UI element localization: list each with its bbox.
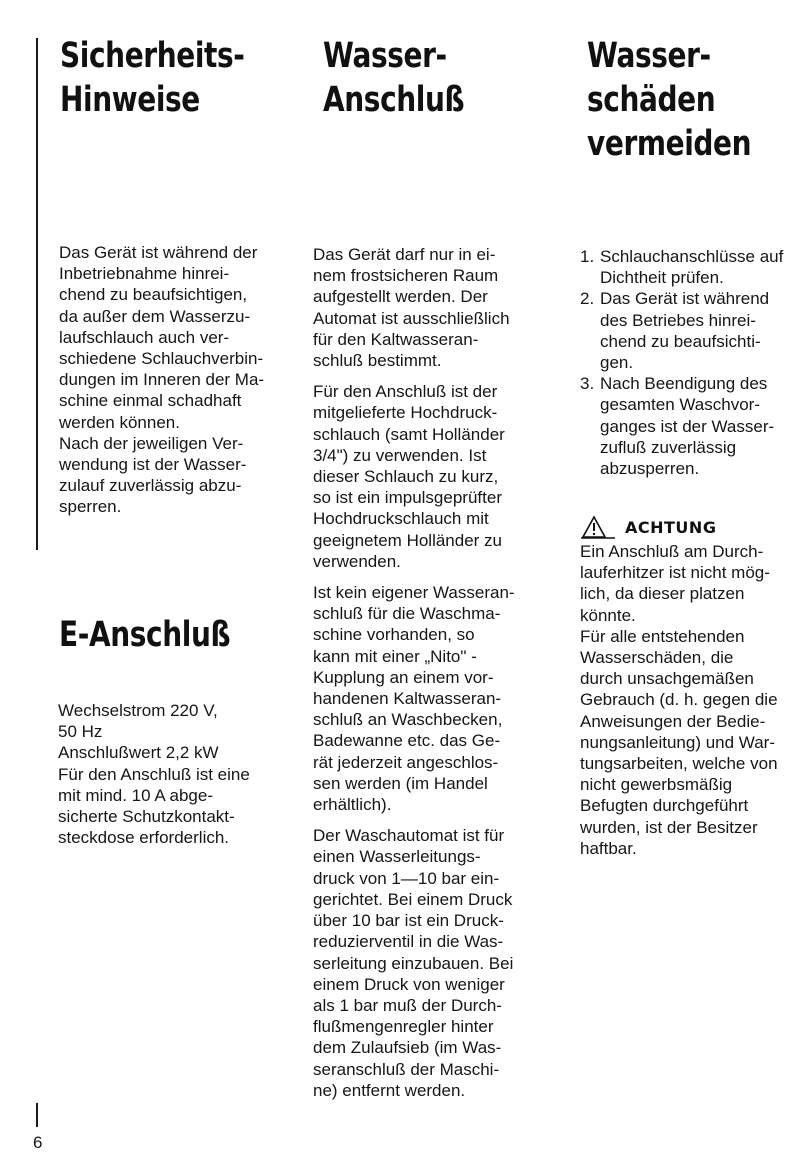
list-item-line: zufluß zuverlässig [600,437,737,457]
water-connection-line: dieser Schlauch zu kurz, [313,467,499,487]
safety-text-line: schine einmal schadhaft [59,391,242,411]
water-connection-line: so ist ein impulsgeprüfter [313,488,502,508]
water-damage-heading-line: vermeiden [587,124,752,164]
water-connection-line: einem Druck von weniger [313,974,505,994]
safety-text-line: Nach der jeweiligen Ver- [59,433,244,453]
list-item-line: gesamten Waschvor- [600,395,760,415]
list-item-number: 2. [580,289,595,309]
water-connection-line: geeignetem Holländer zu [313,530,503,550]
list-item-line: Das Gerät ist während [600,289,770,309]
electric-text-line: Wechselstrom 220 V, [58,701,218,720]
safety-heading-line: Hinweise [60,80,200,120]
water-connection-text [313,244,515,1101]
warning-text-line: Befugten durchgeführt [580,796,749,816]
water-connection-line: kann mit einer „Nito" - [313,646,477,666]
list-item [580,246,783,288]
water-connection-line: aufgestellt werden. Der [313,287,488,307]
water-connection-line: für den Kaltwasseran- [313,329,479,349]
water-connection-line: als 1 bar muß der Durch- [313,995,502,1015]
warning-text-line: lich, da dieser platzen [580,584,745,604]
safety-heading [60,34,244,122]
electric-heading-line: E-Anschluß [59,615,231,655]
water-connection-line: druck von 1—10 bar ein- [313,868,500,888]
list-item-line: des Betriebes hinrei- [600,310,756,330]
electric-text-line: Für den Anschluß ist eine [58,764,250,784]
electric-text [58,700,250,848]
water-connection-line: schine vorhanden, so [313,625,475,645]
warning-text-line: nungsanleitung) und War- [580,732,775,752]
water-connection-line: reduzierventil in die Was- [313,932,504,952]
water-connection-line: serleitung einzubauen. Bei [313,953,514,973]
water-connection-line: handenen Kaltwasseran- [313,689,502,709]
paragraph-gap [313,815,515,825]
water-connection-line: schluß für die Waschma- [313,604,501,624]
water-connection-line: gerichtet. Bei einem Druck [313,889,513,909]
water-connection-line: Für den Anschluß ist der [313,382,498,402]
water-connection-heading [323,34,464,122]
safety-text-line: laufschlauch auch ver- [59,327,230,347]
water-connection-line: Hochdruckschlauch mit [313,509,489,529]
water-damage-heading [587,34,751,166]
warning-text-line: wurden, ist der Besitzer [580,817,758,837]
water-connection-line: Badewanne etc. das Ge- [313,731,501,751]
water-connection-line: schlauch (samt Holländer [313,424,505,444]
list-item-line: ganges ist der Wasser- [600,416,775,436]
water-connection-heading-line: Wasser- [323,36,447,76]
safety-text-line: Inbetriebnahme hinrei- [59,264,230,284]
paragraph-gap [313,371,515,381]
water-connection-line: Kupplung an einem vor- [313,667,494,687]
safety-text-line: wendung ist der Wasser- [59,455,247,475]
warning-text-line: nicht gewerbsmäßig [580,775,733,795]
water-connection-heading-line: Anschluß [323,80,465,120]
margin-rule-top [36,38,38,550]
safety-text-line: zulauf zuverlässig abzu- [59,476,242,496]
warning-text-line: Wasserschäden, die [580,648,734,668]
water-connection-line: mitgelieferte Hochdruck- [313,403,498,423]
warning-label: ACHTUNG [625,518,717,537]
warning-text-line: tungsarbeiten, welche von [580,754,778,774]
safety-heading-line: Sicherheits- [60,36,245,76]
list-item-line: Dichtheit prüfen. [600,268,724,288]
warning-text-line: durch unsachgemäßen [580,669,754,689]
warning-text-line: könnte. [580,605,636,625]
water-connection-line: 3/4") zu verwenden. Ist [313,445,487,465]
warning-text-line: haftbar. [580,838,637,858]
warning-text-line: lauferhitzer ist nicht mög- [580,563,770,583]
water-connection-line: Ist kein eigener Wasseran- [313,583,515,603]
safety-text-line: dungen im Inneren der Ma- [59,370,265,390]
water-connection-line: seranschluß der Maschi- [313,1059,500,1079]
water-damage-heading-line: schäden [587,80,716,120]
page-number: 6 [33,1133,43,1152]
water-connection-line: schluß an Waschbecken, [313,710,503,730]
warning-text-line: Für alle entstehenden [580,626,745,646]
water-connection-line: Der Waschautomat ist für [313,826,505,846]
safety-text-line: sperren. [59,497,122,517]
list-item-line: chend zu beaufsichti- [600,331,761,351]
warning-text-line: Gebrauch (d. h. gegen die [580,690,778,710]
warning-text-line: Anweisungen der Bedie- [580,711,766,731]
water-connection-line: schluß bestimmt. [313,351,442,371]
water-connection-line: über 10 bar ist ein Druck- [313,911,504,931]
safety-text-line: Das Gerät ist während der [59,243,258,262]
safety-text-line: schiedene Schlauchverbin- [59,349,264,369]
list-item-number: 3. [580,374,595,394]
list-item-line: Nach Beendigung des [600,374,768,394]
warning-triangle-icon [581,515,615,539]
electric-text-line: Anschlußwert 2,2 kW [58,743,219,763]
safety-text-line: chend zu beaufsichtigen, [59,285,248,305]
paragraph-gap [313,572,515,582]
margin-rule-bottom [36,1103,38,1127]
water-connection-line: nem frostsicheren Raum [313,266,499,286]
water-connection-line: dem Zulaufsieb (im Was- [313,1038,502,1058]
list-item [580,373,783,479]
water-connection-line: Automat ist ausschließlich [313,308,510,328]
electric-text-line: 50 Hz [58,722,103,742]
water-connection-line: rät jederzeit angeschlos- [313,752,499,772]
list-item-number: 1. [580,247,595,266]
safety-text-line: werden können. [59,412,180,432]
water-connection-line: ne) entfernt werden. [313,1080,466,1100]
electric-heading [59,613,230,657]
list-item-line: gen. [600,353,634,373]
list-item [580,288,783,373]
water-damage-list [580,246,783,479]
electric-text-line: steckdose erforderlich. [58,828,230,848]
safety-text-line: da außer dem Wasserzu- [59,306,251,326]
list-item-line: abzusperren. [600,459,700,479]
list-item-line: Schlauchanschlüsse auf [600,247,784,266]
electric-text-line: mit mind. 10 A abge- [58,785,213,805]
warning-text [580,541,778,859]
safety-text [59,242,264,518]
warning-text-line: Ein Anschluß am Durch- [580,542,764,561]
water-connection-line: Das Gerät darf nur in ei- [313,245,496,264]
water-connection-line: verwenden. [313,551,401,571]
electric-text-line: sicherte Schutzkontakt- [58,807,235,827]
water-damage-heading-line: Wasser- [587,36,711,76]
water-connection-line: sen werden (im Handel [313,773,488,793]
water-connection-line: einen Wasserleitungs- [313,847,481,867]
water-connection-line: flußmengenregler hinter [313,1017,494,1037]
water-connection-line: erhältlich). [313,795,392,815]
